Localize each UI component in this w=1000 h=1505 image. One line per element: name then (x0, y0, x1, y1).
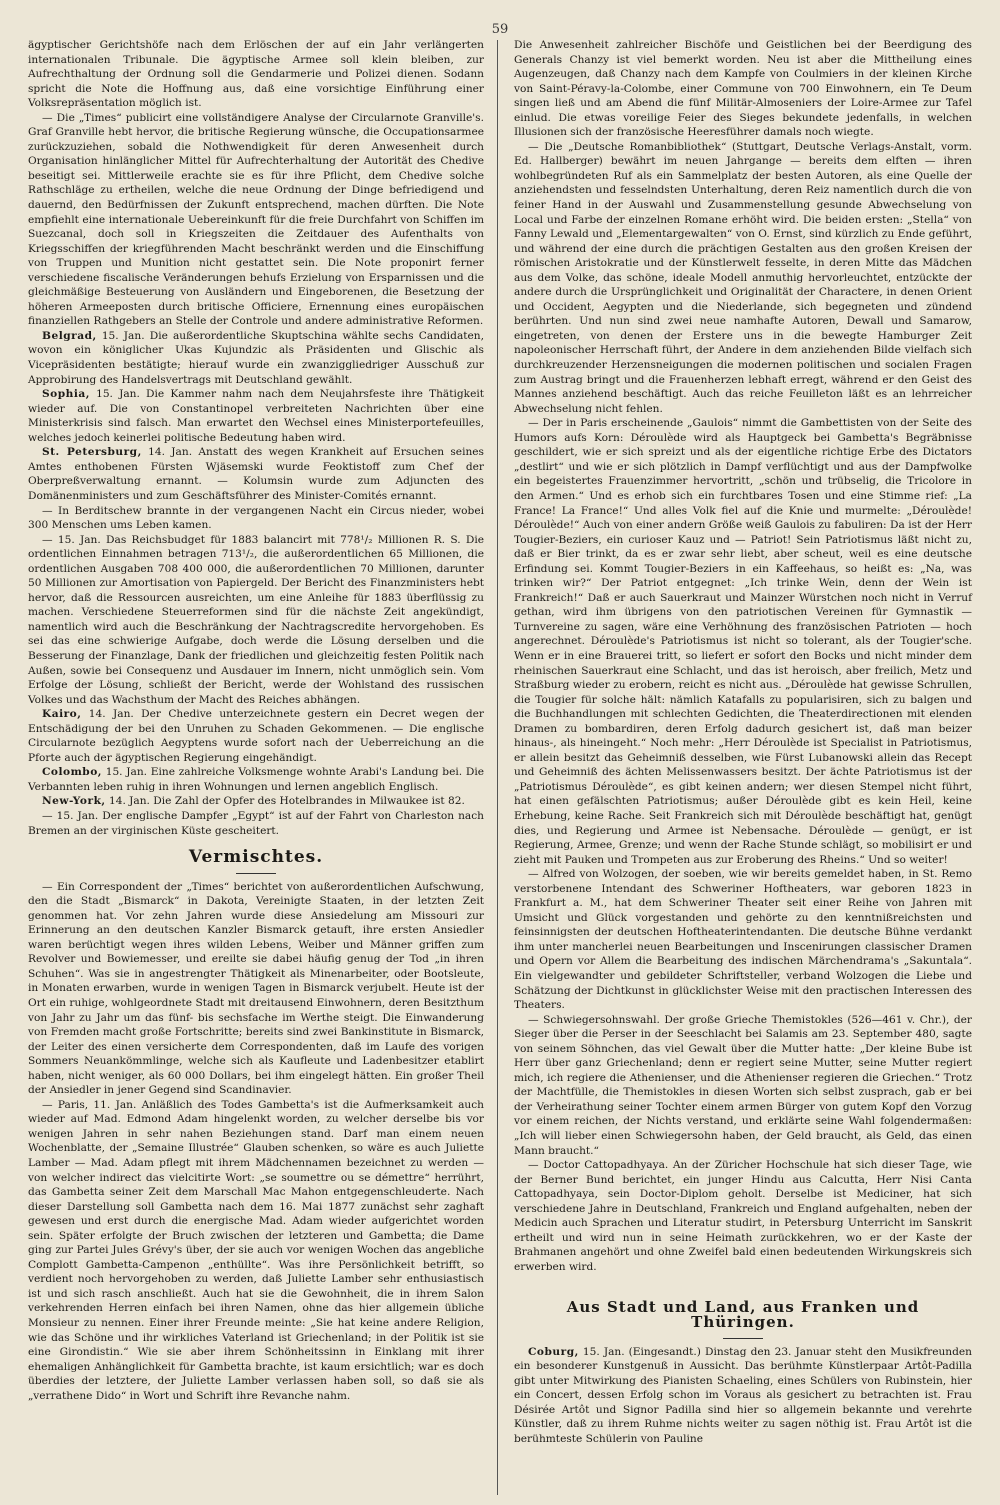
paragraph-text: — Schwiegersohnswahl. Der große Grieche Themistokles (526—461 v. Chr.), der Sieger über die Perser in der Seeschlacht bei Salamis am 23. September 480, sagte von seinem Söhnchen, das viel Gewalt über die Mutter hatte: „Der kleine Bube ist Herr über ganz Griechenland; denn er regiert seine Mutter, seine Mutter regiert mich, ich regiere die Athenienser, und die Athenienser regieren die Griechen.“ Trotz der Machtfülle, die Themistokles in diesen Worten sich selbst zusprach, gab er bei der Verheirathung seiner Tochter einem armen Bürger von gutem Kopf den Vorzug vor einem reichen, der Nichts verstand, und erklärte seine Wahl folgendermaßen: „Ich will lieber einen Schwiegersohn haben, der Geld braucht, als Geld, das einen Mann braucht.“ (514, 1013, 972, 1157)
dateline-place: Sophia, (42, 388, 90, 401)
article-paragraph (28, 880, 484, 1098)
paragraph-text: — 15. Jan. Der englische Dampfer „Egypt“ ist auf der Fahrt von Charleston nach Bremen an der virginischen Küste gescheitert. (28, 809, 484, 837)
article-paragraph (28, 794, 484, 809)
article-paragraph (28, 765, 484, 794)
article-paragraph (28, 329, 484, 387)
paragraph-text: — Alfred von Wolzogen, der soeben, wie wir bereits gemeldet haben, in St. Remo verstorbenene Intendant des Schweriner Hoftheaters, war geboren 1823 in Frankfurt a. M., hat dem Schweriner Theater seit einer Reihe von Jahren mit Umsicht und Glück vorgestanden und gehörte zu den kenntnißreichsten und feinsinnigsten der deutschen Hoftheaterintendanten. Die deutsche Bühne verdankt ihm unter mancherlei neuen Bearbeitungen und Inscenirungen classischer Dramen und Opern vor Allem die Bearbeitung des indischen Märchendrama's „Sakuntala“. Ein vielgewandter und gebildeter Schriftsteller, verband Wolzogen die Liebe und Schätzung der Dichtkunst in glücklichster Weise mit den practischen Interessen des Theaters. (514, 868, 972, 1012)
page-number: 59 (491, 22, 509, 37)
article-paragraph (28, 111, 484, 329)
article-paragraph (514, 1013, 972, 1158)
article-paragraph (28, 445, 484, 503)
left-column (28, 38, 484, 1403)
paragraph-text: — Doctor Cattopadhyaya. An der Züricher Hochschule hat sich dieser Tage, wie der Berner Bund berichtet, ein junger Hindu aus Calcutta, Herr Nisi Canta Cattopadhyaya, sein Doctor-Diplom geholt. Derselbe ist Mediciner, hat sich verschiedene Jahre in Deutschland, Frankreich und England aufgehalten, neben der Medicin auch Sprachen und Literatur studirt, in Petersburg Unterricht im Sanskrit ertheilt und wird nun in seine Heimath zurückkehren, wo er der Kaste der Brahmanen angehört und ohne Zweifel bald einen bedeutenden Wirkungskreis sich erwerben wird. (514, 1159, 972, 1273)
paragraph-text: 15. Jan. (Eingesandt.) Dinstag den 23. Januar steht den Musikfreunden ein besonderer Kunstgenuß in Aussicht. Das berühmte Künstlerpaar Artôt-Padilla gibt unter Mitwirkung des Pianisten Schaeling, eines Schülers von Rubinstein, hier ein Concert, dessen Erfolg schon im Voraus als gesichert zu betrachten ist. Frau Désirée Artôt und Signor Padilla sind hier so allgemein bekannte und verehrte Künstler, daß zu ihrem Ruhme nichts weiter zu sagen nöthig ist. Frau Artôt ist die berühmteste Schülerin von Pauline (514, 1345, 972, 1445)
paragraph-text: — Ein Correspondent der „Times“ berichtet von außerordentlichen Aufschwung, den die Stadt „Bismarck“ in Dakota, Vereinigte Staaten, in der letzten Zeit genommen hat. Vor zehn Jahren wurde diese Ansiedelung am Missouri zur Erinnerung an den deutschen Kanzler Bismarck getauft, ihre ersten Ansiedler waren berüchtigt wegen ihres wilden Lebens, Weiber und Männer griffen zum Revolver und Bowiemesser, und ereilte sie dabei häufig genug der Tod „in ihren Schuhen“. Was sie in angestrengter Thätigkeit als Minenarbeiter, oder Bootsleute, in Monaten erwarben, wurde in wenigen Tagen in Bismarck verjubelt. Heute ist der Ort ein ruhige, wohlgeordnete Stadt mit dreitausend Einwohnern, deren Besitzthum von Jahr zu Jahr um das fünf- bis sechsfache im Werthe steigt. Die Einwanderung von Fremden macht große Fortschritte; bereits sind zwei Bankinstitute in Bismarck, der Leiter des einen versicherte dem Correspondenten, daß im Laufe des vorigen Sommers Neuankömmlinge, welche sich als Kaufleute und Ladenbesitzer etablirt haben, nicht weniger, als 60 000 Dollars, bei ihm eingelegt hätten. Ein großer Theil der Ansiedler in jener Gegend sind Scandinavier. (28, 880, 484, 1097)
article-paragraph (28, 809, 484, 838)
dateline-place: Belgrad, (42, 329, 97, 342)
article-paragraph (514, 867, 972, 1012)
paragraph-text: Die Anwesenheit zahlreicher Bischöfe und Geistlichen bei der Beerdigung des Generals Chanzy ist viel bemerkt worden. Neu ist aber die Mittheilung eines Augenzeugen, daß Chanzy nach dem Kampfe von Coulmiers in der kleinen Kirche von Saint-Péravy-la-Colombe, einer Commune von 700 Einwohnern, ein Te Deum singen ließ und am Abend die fünf Militär-Almoseniers der Loire-Armee zur Tafel einlud. Die etwas voreilige Feier des Sieges bekundete jedenfalls, in welchen Illusionen sich der französische Heeresführer damals noch wiegte. (514, 39, 972, 139)
article-paragraph (514, 416, 972, 867)
heading-rule (723, 1338, 763, 1339)
heading-rule (236, 873, 276, 874)
section-heading: Aus Stadt und Land, aus Franken und Thüringen. (566, 1298, 920, 1332)
article-paragraph (514, 1345, 972, 1447)
paragraph-text: — Der in Paris erscheinende „Gaulois“ nimmt die Gambettisten von der Seite des Humors aufs Korn: Déroulède wird als Hauptgeck bei Gambetta's Begräbnisse geschildert, wie er sich spreizt und als der eigentliche richtige Erbe des Dictators „destlirt“ und wie er sich plötzlich in Dampf verflüchtigt und aus der Dampfwolke ein begeistertes Frauenzimmer hervortritt, „schön und trübselig, die Tricolore in den Armen.“ Und es erhob sich ein furchtbares Tosen und eine Stimme rief: „La France! La France!“ Und alles Volk fiel auf die Knie und murmelte: „Déroulède! Déroulède!“ Auch von einer andern Größe weiß Gaulois zu fabuliren: Da ist der Herr Tougier-Beziers, ein curioser Kauz und — Patriot! Sein Patriotismus läßt nicht zu, daß er Bier trinkt, da es er zwar sehr liebt, aber scheut, weil es eine deutsche Erfindung sei. Kommt Tougier-Beziers in ein Kaffeehaus, so heißt es: „Na, was trinken wir?“ Der Patriot entgegnet: „Ich trinke Wein, denn der Wein ist Frankreich!“ Daß er auch Sauerkraut und Mainzer Würstchen noch nicht in Verruf gethan, wird ihm übrigens von den patriotischen Vereinen für Gymnastik — Turnvereine zu sagen, wäre eine Verhöhnung des französischen Patrioten — hoch angerechnet. Déroulède's Patriotismus ist nicht so tolerant, als der Tougier'sche. Wenn er in eine Brauerei tritt, so liefert er sofort den Bocks und nicht minder dem rheinischen Sauerkraut eine Schlacht, und das ist heroisch, aber freilich, Metz und Straßburg wieder zu erobern, reicht es nicht aus. „Déroulède hat gewisse Schrullen, die Tougier für solche hält: nämlich Katafalls zu popularisiren, sich zu balgen und die Buchhandlungen mit schlechten Gedichten, die Theaterdirectionen mit elenden Dramen zu bombardiren, deren Erfolg dadurch gesichert ist, daß man beizer hinaus-, als hineingeht.“ Noch mehr: „Herr Déroulède ist Specialist in Patriotismus, er allein besitzt das Geheimniß desselben, wie Fürst Lubanowski allein das Recept und Geheimniß des ächten Melissenwassers besitzt. Der ächte Patriotismus ist der „Patriotismus Déroulède“, es gibt keinen andern; wer diesen Stempel nicht führt, hat einen gefälschten Patriotismus; außer Déroulède gibt es kein Heil, keine Erhebung, keine Rache. Seit Frankreich sich mit Déroulède beschäftigt hat, genügt dies, und Regierung und Armee ist Nebensache. Déroulède — genügt, er ist Regierung, Armee, Grenze; und wenn der Rache Stunde schlägt, so mobilisirt er und zieht mit Pauken und Trompeten aus zur Eroberung des Rheins.“ Und so weiter! (514, 417, 972, 866)
article-paragraph (28, 504, 484, 533)
paragraph-text: ägyptischer Gerichtshöfe nach dem Erlöschen der auf ein Jahr verlängerten internationalen Tribunale. Die ägyptische Armee soll klein bleiben, zur Aufrechthaltung der Ordnung soll die Gendarmerie und Polizei dienen. Sodann spricht die Note die Hoffnung aus, daß eine vorsichtige Einführung einer Volksrepräsentation möglich ist. (28, 39, 484, 110)
dateline-place: St. Petersburg, (42, 446, 142, 459)
article-paragraph (514, 140, 972, 416)
paragraph-text: 15. Jan. Eine zahlreiche Volksmenge wohnte Arabi's Landung bei. Die Verbannten leben ruhig in ihren Wohnungen und lernen angeblich Englisch. (28, 766, 484, 793)
dateline-place: Colombo, (42, 766, 102, 779)
article-paragraph (514, 38, 972, 140)
article-paragraph (28, 38, 484, 111)
paragraph-text: 14. Jan. Der Chedive unterzeichnete gestern ein Decret wegen der Entschädigung der bei den Unruhen zu Schaden Gekommenen. — Die englische Circularnote bezüglich Aegyptens wurde sofort nach der Ueberreichung an die Pforte auch der ägyptischen Regierung eingehändigt. (28, 708, 484, 764)
article-paragraph (28, 1098, 484, 1403)
paragraph-text: 15. Jan. Die Kammer nahm nach dem Neujahrsfeste ihre Thätigkeit wieder auf. Die von Constantinopel verbreiteten Nachrichten über eine Ministerkrisis sind falsch. Man erwartet den Wechsel eines Ministerportefeuilles, welches jedoch keinerlei politische Bedeutung haben wird. (28, 388, 484, 444)
article-paragraph (28, 387, 484, 445)
paragraph-text: — Paris, 11. Jan. Anläßlich des Todes Gambetta's ist die Aufmerksamkeit auch wieder auf Mad. Edmond Adam hingelenkt worden, zu welcher derselbe bis vor wenigen Jahren in sehr nahen Beziehungen stand. Darf man einem neuen Wochenblatte, der „Semaine Illustrée“ Glauben schenken, so wäre es auch Juliette Lamber — Mad. Adam pflegt mit ihrem Mädchennamen bezeichnet zu werden — von welcher indirect das vielcitirte Wort: „se soumettre ou se démettre“ herrührt, das Gambetta seiner Zeit dem Marschall Mac Mahon entgegenschleuderte. Nach dieser Darstellung soll Gambetta nach dem 16. Mai 1877 zunächst sehr zaghaft gewesen und erst durch die energische Mad. Adam wieder aufgerichtet worden sein. Später erfolgte der Bruch zwischen der letzteren und Gambetta; die Dame ging zur Partei Jules Grévy's über, der sie auch vor wenigen Wochen das angebliche Complott Gambetta-Campenon „enthüllte“. Was ihre Persönlichkeit betrifft, so verdient noch hervorgehoben zu werden, daß Juliette Lamber sehr enthusiastisch ist und sich rasch anschließt. Auch hat sie die Gewohnheit, die in ihrem Salon verkehrenden Herren einfach bei ihren Namen, ohne das hier allgemein übliche Monsieur zu nennen. Einer ihrer Freunde meinte: „Sie hat keine andere Religion, wie das Schöne und ihr wirkliches Vaterland ist Griechenland; in der Politik ist sie eine Girondistin.“ Wie sie aber ihrem Schönheitssinn in Einklang mit ihrer ehemaligen Anhänglichkeit für Gambetta brachte, ist kaum ersichtlich; war es doch überdies der letztere, der Juliette Lamber verlassen haben soll, so daß sie als „verrathene Dido“ in Wort und Schrift ihre Revanche nahm. (28, 1098, 484, 1402)
paragraph-text: — Die „Deutsche Romanbibliothek“ (Stuttgart, Deutsche Verlags-Anstalt, vorm. Ed. Hallberger) bewährt im neuen Jahrgange — bereits dem elften — ihren wohlbegründeten Ruf als ein Sammelplatz der besten Autoren, als eine Quelle der anziehendsten und fesselndsten Unterhaltung, deren Reiz namentlich durch die von feiner Hand in der Auswahl und Zusammenstellung gesunde Abwechselung von Local und Farbe der einzelnen Romane erhöht wird. Die beiden ersten: „Stella“ von Fanny Lewald und „Elementargewalten“ von O. Ernst, sind kürzlich zu Ende geführt, und während der eine durch die prächtigen Gestalten aus den großen Kreisen der römischen Aristokratie und der Künstlerwelt fesselte, in deren Mitte das Mädchen aus dem Volke, das schöne, ideale Modell anmuthig hervorleuchtet, entzückte der andere durch die Ursprünglichkeit und Originalität der Charactere, in denen Orient und Occident, Aegypten und die Niederlande, sich begegneten und zündend berührten. Und nun sind zwei neue namhafte Autoren, Dewall und Samarow, eingetreten, von denen der Erstere uns in die bewegte Hamburger Zeit napoleonischer Herrschaft führt, der Andere in dem anziehenden Bilde vielfach sich durchkreuzender Herzensneigungen die modernen politischen und socialen Fragen zum Austrag bringt und die Frauenherzen lebhaft erregt, während er den Geist des Mannes anziehend beschäftigt. Auch das reiche Feuilleton läßt es an lehrreicher Abwechselung nicht fehlen. (514, 140, 972, 415)
section-heading: Vermischtes. (188, 847, 324, 868)
paragraph-text: — Die „Times“ publicirt eine vollständigere Analyse der Circularnote Granville's. Graf Granville hebt hervor, die britische Regierung wünsche, die Occupationsarmee zurückzuziehen, sobald die Nothwendigkeit für deren Anwesenheit durch Organisation hinlänglicher Mittel für Aufrechterhaltung der Autorität des Chedive beseitigt sei. Mittlerweile erachte sie es für ihre Pflicht, dem Chedive solche Rathschläge zu ertheilen, welche die neue Ordnung der Dinge befriedigend und dauernd, den Bedürfnissen der Zukunft entsprechend, machen dürften. Die Note empfiehlt eine internationale Uebereinkunft für die freie Durchfahrt von Schiffen im Suezcanal, doch soll in Kriegszeiten die Zeitdauer des Aufenthalts von Kriegsschiffen der kriegführenden Macht beschränkt werden und die Einschiffung von Truppen und Munition nicht gestattet sein. Die Note proponirt ferner verschiedene fiscalische Veränderungen behufs Erzielung von Ersparnissen und die gleichmäßige Besteuerung von Ausländern und Eingeborenen, die Besetzung der höheren Armeeposten durch britische Officiere, Ernennung eines europäischen finanziellen Rathgebers an Stelle der Controle und andere administrative Reformen. (28, 111, 484, 328)
paragraph-text: 15. Jan. Die außerordentliche Skuptschina wählte sechs Candidaten, wovon ein königlicher Ukas Kujundzic als Präsidenten und Glischic als Vicepräsidenten bestätigte; hierauf wurde ein zwanziggliedriger Ausschuß zur Approbirung des Handelsvertrags mit Deutschland gewählt. (28, 329, 484, 386)
right-column (514, 38, 972, 1446)
dateline-place: Kairo, (42, 708, 82, 721)
dateline-place: Coburg, (528, 1345, 579, 1358)
article-paragraph (514, 1158, 972, 1274)
paragraph-text: — In Berditschew brannte in der vergangenen Nacht ein Circus nieder, wobei 300 Menschen ums Leben kamen. (28, 504, 484, 532)
article-paragraph (28, 707, 484, 765)
paragraph-text: 14. Jan. Die Zahl der Opfer des Hotelbrandes in Milwaukee ist 82. (105, 795, 465, 808)
paragraph-text: 14. Jan. Anstatt des wegen Krankheit auf Ersuchen seines Amtes enthobenen Fürsten Wjäsemski wurde Feoktistoff zum Chef der Oberpreßverwaltung ernannt. — Kolumsin wurde zum Adjuncten des Domänenministers und zum Geschäftsführer des Minister-Comités ernannt. (28, 446, 484, 502)
column-divider (497, 40, 498, 1495)
article-paragraph (28, 533, 484, 708)
dateline-place: New-York, (42, 795, 106, 808)
paragraph-text: — 15. Jan. Das Reichsbudget für 1883 balancirt mit 778¹/₂ Millionen R. S. Die ordentlichen Einnahmen betragen 713¹/₂, die außerordentlichen 65 Millionen, die ordentlichen Ausgaben 708 400 000, die außerordentlichen 70 Millionen, darunter 50 Millionen zur Amortisation von Papiergeld. Der Bericht des Finanzministers hebt hervor, daß die Ressourcen ausreichten, um eine Anleihe für 1883 überflüssig zu machen. Verschiedene Steuerreformen sind für die nächste Zeit angekündigt, namentlich wird auch die Beschränkung der Nachtragscredite hervorgehoben. Es sei das eine schwierige Aufgabe, doch werde die Lösung derselben und die Besserung der Finanzlage, Dank der friedlichen und gleichzeitig festen Politik nach Außen, sowie bei Consequenz und Ausdauer im Innern, nicht unmöglich sein. Vom Erfolge der Lösung, schließt der Bericht, werde der Wohlstand des russischen Volkes und das Wachsthum der Macht des Reiches abhängen. (28, 533, 484, 706)
